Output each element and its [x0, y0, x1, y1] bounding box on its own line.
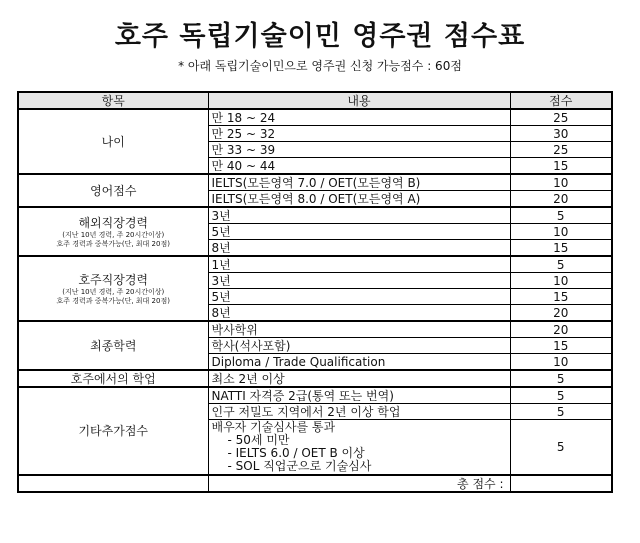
category-overseas-label: 해외직장경력 [78, 215, 149, 230]
score-cell: 10 [510, 354, 612, 371]
partner-line-2: - 50세 미만 [227, 433, 290, 447]
category-australian [18, 256, 208, 321]
content-cell: 3년 [208, 207, 510, 224]
table-row [18, 109, 612, 126]
score-cell: 25 [510, 142, 612, 158]
content-cell: 만 25 ~ 32 [208, 126, 510, 142]
table-row [18, 256, 612, 273]
score-cell: 10 [510, 273, 612, 289]
score-cell: 25 [510, 109, 612, 126]
content-cell: 8년 [208, 305, 510, 322]
score-cell: 15 [510, 240, 612, 257]
content-cell: 1년 [208, 256, 510, 273]
category-australian-note2: 호주 경력과 중복가능(단, 최대 20점) [56, 296, 170, 305]
content-cell: IELTS(모든영역 8.0 / OET(모든영역 A) [208, 191, 510, 208]
score-cell: 15 [510, 289, 612, 305]
content-cell: 만 33 ~ 39 [208, 142, 510, 158]
total-row [18, 475, 612, 492]
category-age: 나이 [18, 109, 208, 174]
total-empty-cell [18, 475, 208, 492]
content-cell: 박사학위 [208, 321, 510, 338]
category-other: 기타추가점수 [18, 387, 208, 475]
category-australian-label: 호주직장경력 [78, 272, 149, 287]
score-cell: 15 [510, 338, 612, 354]
content-cell: 만 18 ~ 24 [208, 109, 510, 126]
content-cell: 5년 [208, 224, 510, 240]
score-cell: 5 [510, 256, 612, 273]
total-label: 총 점수 : [208, 475, 510, 492]
category-study: 호주에서의 학업 [18, 370, 208, 387]
content-cell: Diploma / Trade Qualification [208, 354, 510, 371]
category-overseas [18, 207, 208, 256]
score-cell: 10 [510, 224, 612, 240]
page-subtitle: * 아래 독립기술이민으로 영주권 신청 가능점수 : 60점 [178, 59, 462, 73]
score-cell: 5 [510, 370, 612, 387]
score-cell: 10 [510, 174, 612, 191]
content-cell: 5년 [208, 289, 510, 305]
table-row [18, 207, 612, 224]
category-overseas-note1: (지난 10년 경력, 주 20시간이상) [62, 230, 165, 239]
content-cell: 3년 [208, 273, 510, 289]
category-english: 영어점수 [18, 174, 208, 207]
table-row [18, 370, 612, 387]
content-cell: NATTI 자격증 2급(통역 또는 번역) [208, 387, 510, 404]
content-cell: 최소 2년 이상 [208, 370, 510, 387]
score-cell: 5 [510, 404, 612, 420]
partner-line-3: - IELTS 6.0 / OET B 이상 [227, 446, 365, 460]
partner-line-1: 배우자 기술심사를 통과 [211, 420, 336, 434]
header-content: 내용 [208, 92, 510, 109]
score-cell: 30 [510, 126, 612, 142]
score-cell: 5 [510, 207, 612, 224]
table-row [18, 174, 612, 191]
category-australian-note1: (지난 10년 경력, 주 20시간이상) [62, 287, 165, 296]
content-cell: 8년 [208, 240, 510, 257]
score-cell: 20 [510, 321, 612, 338]
category-education: 최종학력 [18, 321, 208, 370]
header-item: 항목 [18, 92, 208, 109]
content-cell: 학사(석사포함) [208, 338, 510, 354]
score-cell: 5 [510, 387, 612, 404]
header-score: 점수 [510, 92, 612, 109]
content-cell: 만 40 ~ 44 [208, 158, 510, 175]
score-cell: 20 [510, 191, 612, 208]
points-table [17, 91, 613, 493]
partner-content-cell [208, 420, 510, 476]
category-overseas-note2: 호주 경력과 중복가능(단, 최대 20점) [56, 239, 170, 248]
total-score-input[interactable] [510, 475, 612, 492]
table-row [18, 321, 612, 338]
header-row [18, 92, 612, 109]
page-title: 호주 독립기술이민 영주권 점수표 [114, 21, 526, 52]
table-row [18, 387, 612, 404]
content-cell: 인구 저밀도 지역에서 2년 이상 학업 [208, 404, 510, 420]
partner-line-4: - SOL 직업군으로 기술심사 [227, 459, 372, 473]
score-cell: 20 [510, 305, 612, 322]
score-cell: 5 [510, 420, 612, 476]
score-cell: 15 [510, 158, 612, 175]
content-cell: IELTS(모든영역 7.0 / OET(모든영역 B) [208, 174, 510, 191]
